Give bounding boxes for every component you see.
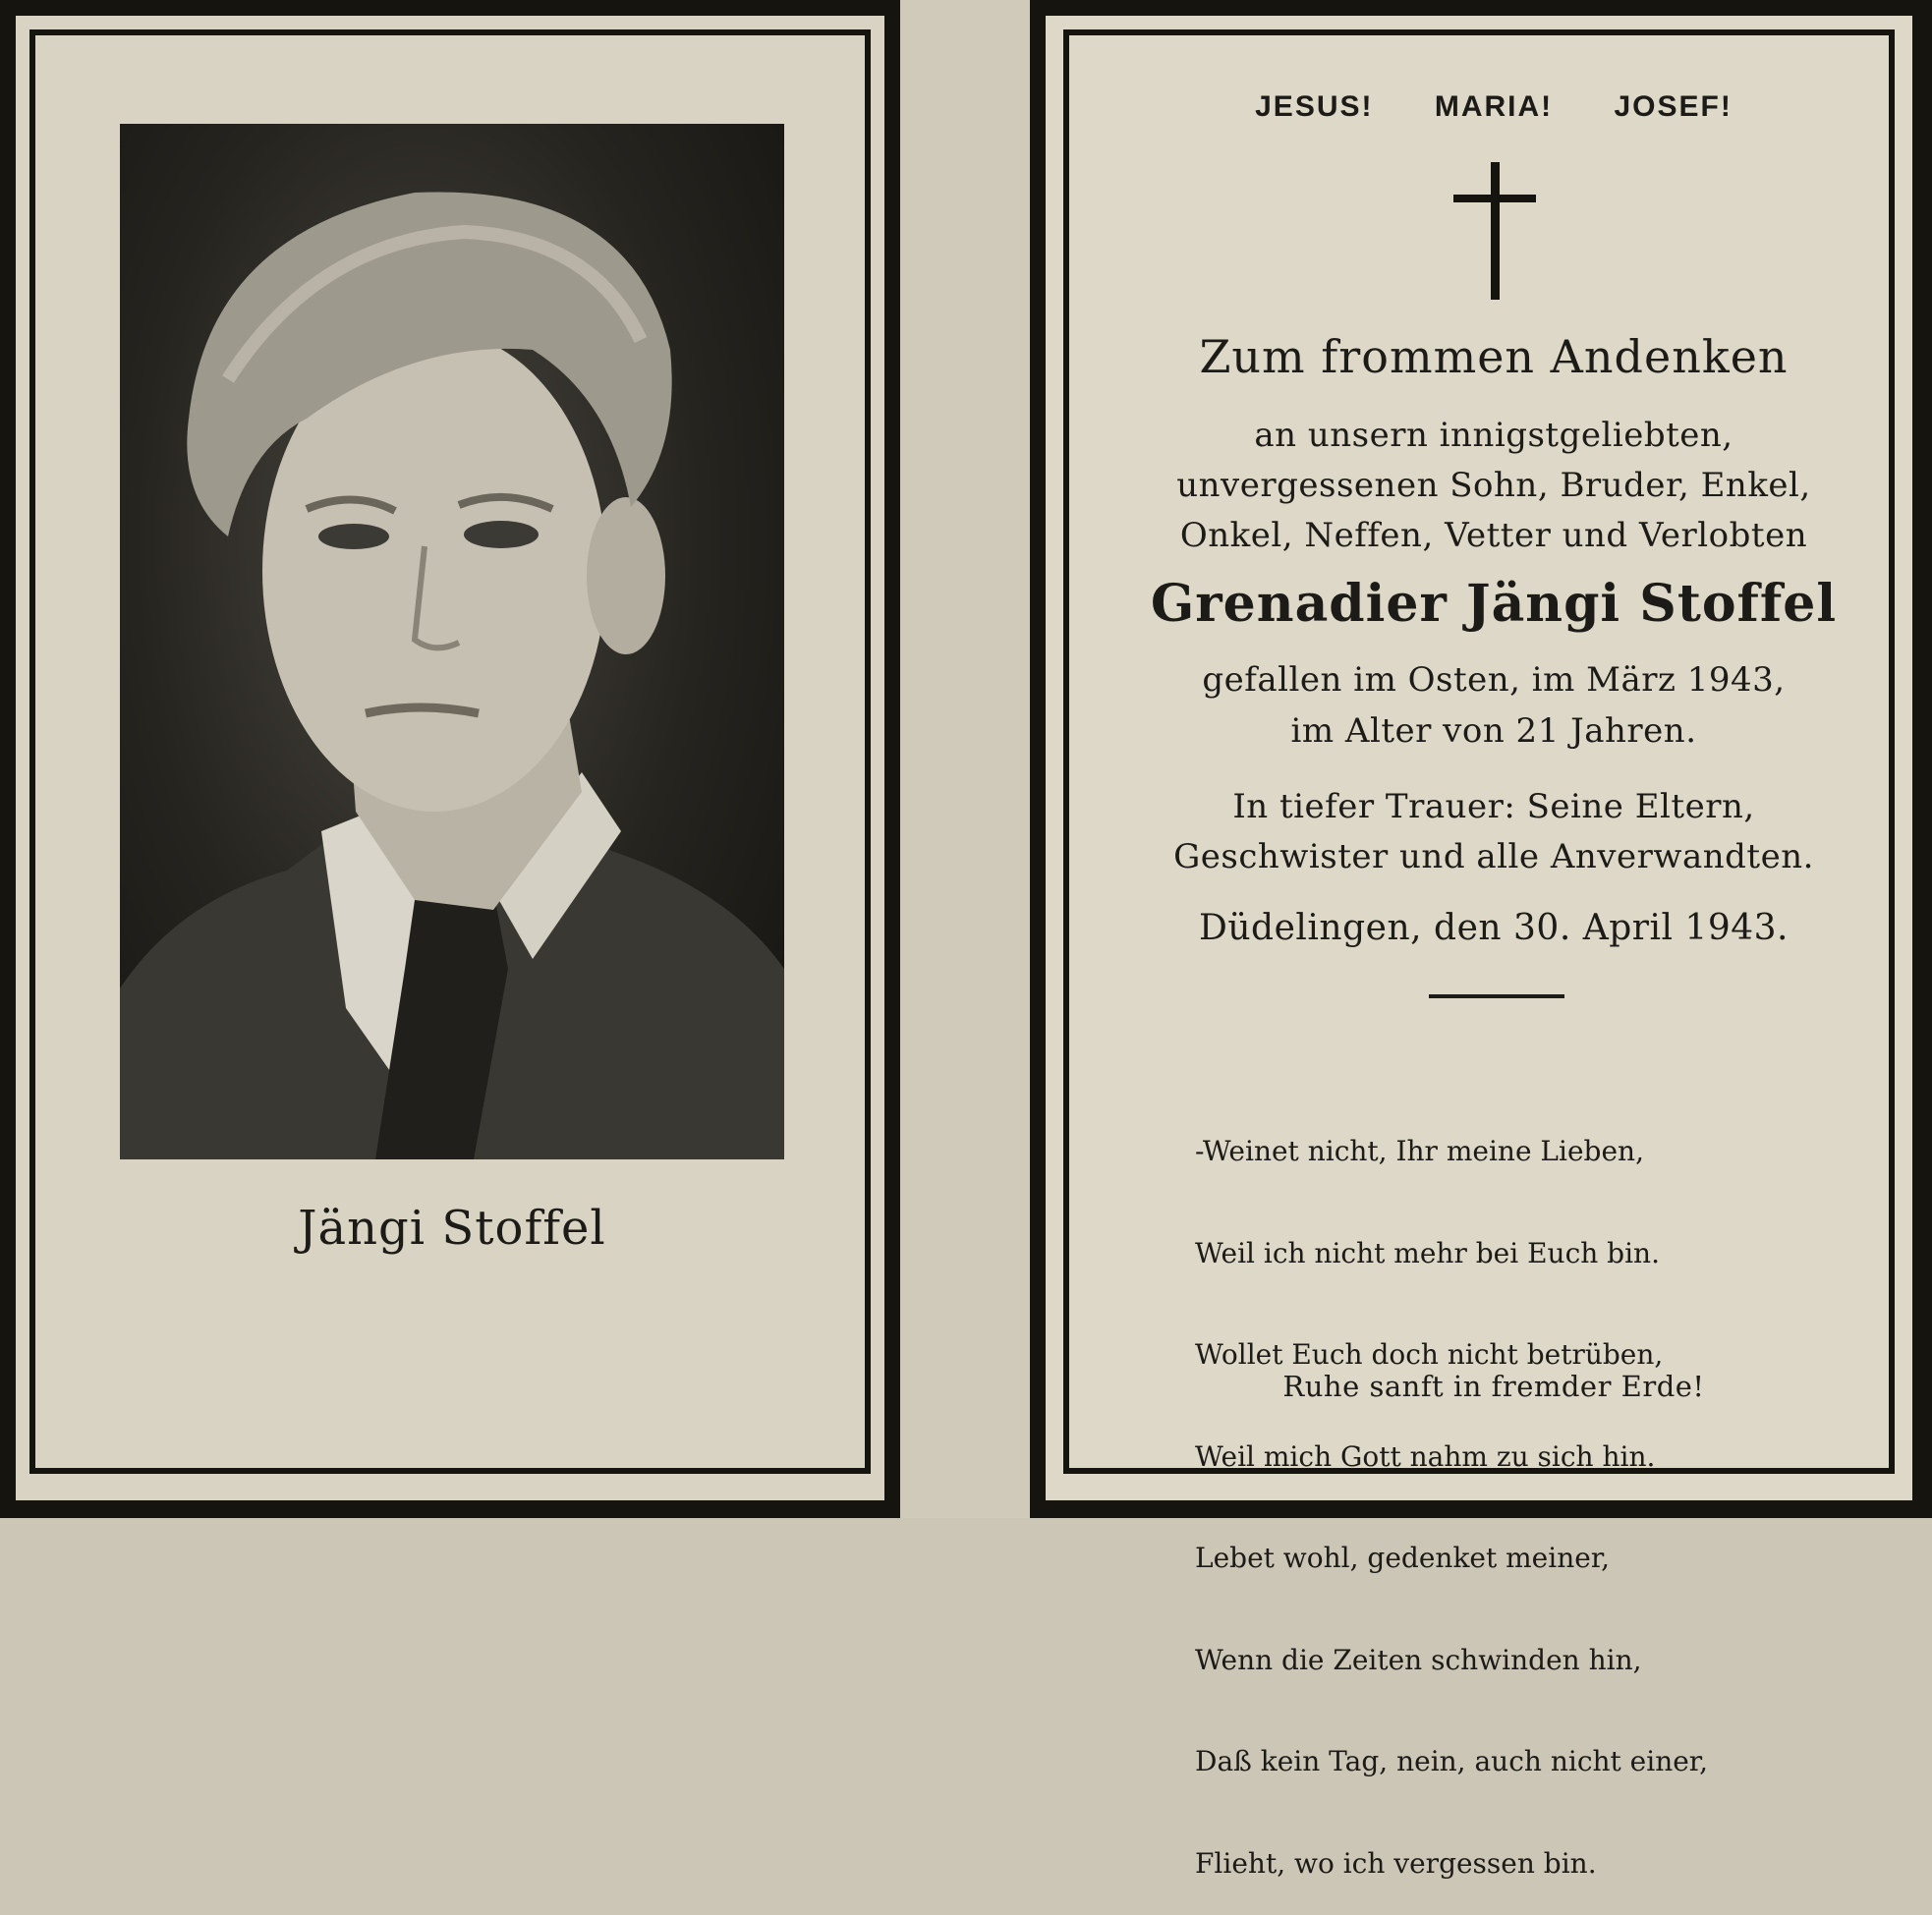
poem-line: Weil ich nicht mehr bei Euch bin. xyxy=(1195,1236,1660,1269)
memorial-heading: Zum frommen Andenken xyxy=(1199,330,1789,383)
poem-line: Wollet Euch doch nicht betrüben, xyxy=(1195,1338,1664,1371)
dedication-line: unvergessenen Sohn, Bruder, Enkel, xyxy=(1176,466,1811,505)
poem xyxy=(1195,1067,1708,1915)
death-details-line: im Alter von 21 Jahren. xyxy=(1290,711,1697,751)
poem-line: Lebet wohl, gedenket meiner, xyxy=(1195,1542,1611,1574)
death-details-line: gefallen im Osten, im März 1943, xyxy=(1202,660,1786,700)
mourners-line: Geschwister und alle Anverwandten. xyxy=(1173,837,1814,876)
card-fold-gap xyxy=(900,0,1030,1518)
dedication-text xyxy=(1101,411,1887,561)
dedication-line: Onkel, Neffen, Vetter und Verlobten xyxy=(1179,516,1808,555)
closing-line: Ruhe sanft in fremder Erde! xyxy=(1282,1370,1705,1403)
poem-line: Weil mich Gott nahm zu sich hin. xyxy=(1195,1439,1656,1473)
death-details xyxy=(1101,654,1887,757)
portrait-caption: Jängi Stoffel xyxy=(298,1201,606,1256)
poem-line: Daß kein Tag, nein, auch nicht einer, xyxy=(1195,1745,1709,1777)
cross-icon xyxy=(1453,162,1536,300)
poem-line: Wenn die Zeiten schwinden hin, xyxy=(1195,1643,1642,1676)
mourners-line: In tiefer Trauer: Seine Eltern, xyxy=(1232,787,1755,826)
divider xyxy=(1429,994,1564,998)
invocation xyxy=(1101,90,1887,124)
dedication-line: an unsern innigstgeliebten, xyxy=(1254,416,1733,455)
portrait-figure xyxy=(120,124,784,1159)
invocation-josef: JOSEF! xyxy=(1614,90,1733,123)
place-and-date: Düdelingen, den 30. April 1943. xyxy=(1199,908,1789,948)
invocation-maria: MARIA! xyxy=(1434,90,1554,123)
mourners-text xyxy=(1101,782,1887,882)
poem-line: -Weinet nicht, Ihr meine Lieben, xyxy=(1195,1135,1644,1167)
portrait-photo xyxy=(120,124,784,1159)
deceased-name: Grenadier Jängi Stoffel xyxy=(1150,574,1838,634)
poem-line: Flieht, wo ich vergessen bin. xyxy=(1195,1846,1597,1880)
invocation-jesus: JESUS! xyxy=(1255,90,1374,123)
